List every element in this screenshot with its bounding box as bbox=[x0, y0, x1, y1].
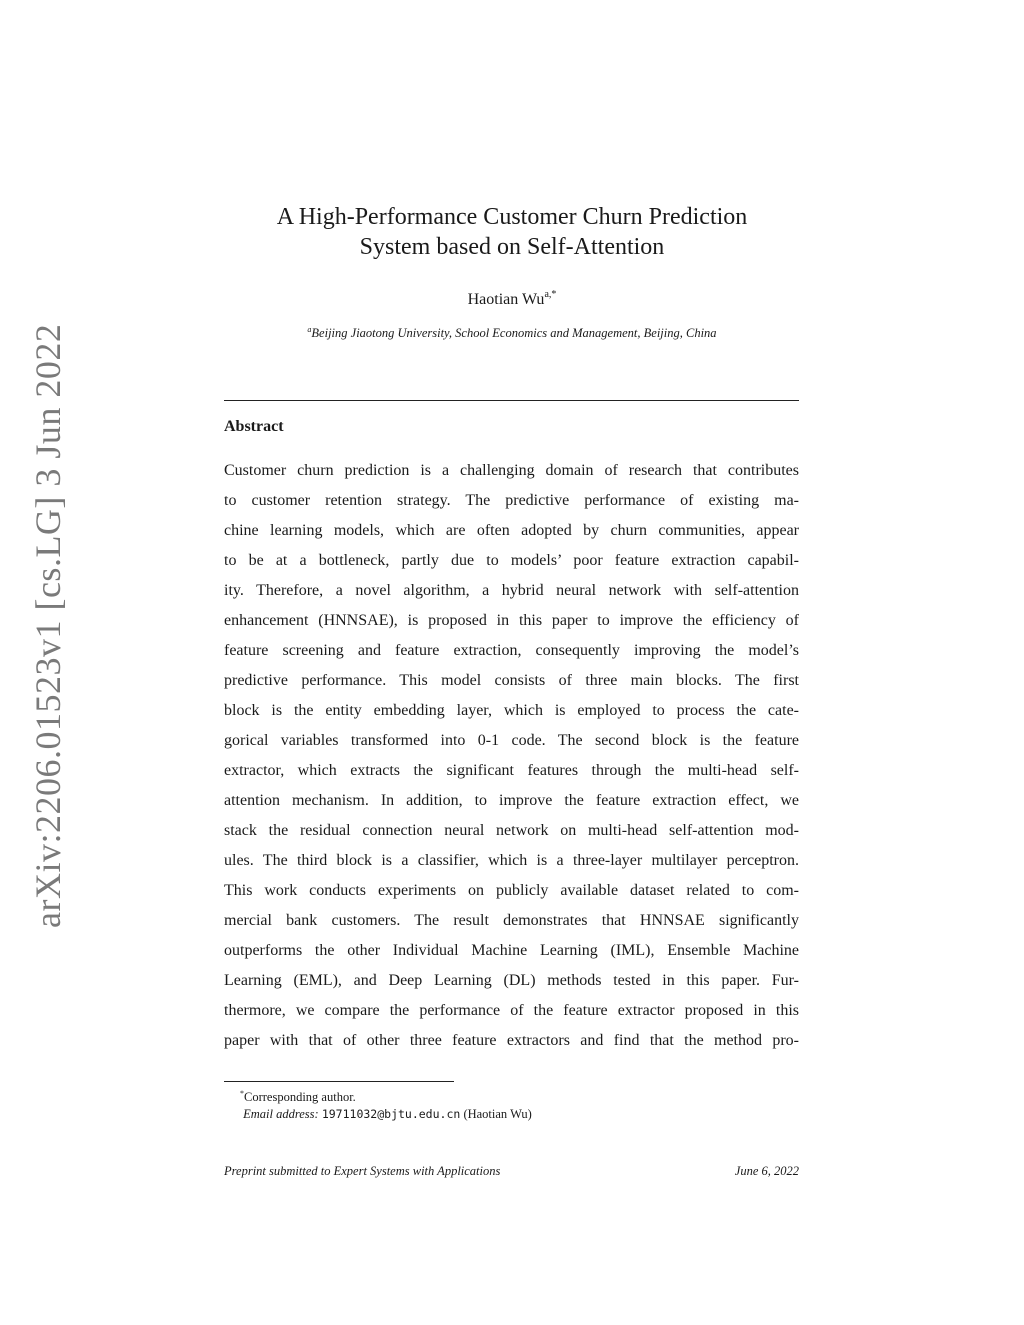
arxiv-stamp bbox=[18, 323, 78, 928]
abstract-line: feature screening and feature extraction, consequently improving the model’s bbox=[224, 642, 799, 659]
footnote-corresponding bbox=[240, 1085, 532, 1106]
email-address[interactable]: 19711032@bjtu.edu.cn bbox=[321, 1107, 461, 1121]
abstract-line: to be at a bottleneck, partly due to models’ poor feature extraction capabil- bbox=[224, 552, 799, 569]
abstract-line: Learning (EML), and Deep Learning (DL) methods tested in this paper. Fur- bbox=[224, 972, 799, 989]
abstract-line: ules. The third block is a classifier, which is a three-layer multilayer perceptron. bbox=[224, 852, 799, 869]
abstract-line: extractor, which extracts the significant features through the multi-head self- bbox=[224, 762, 799, 779]
abstract-top-rule bbox=[224, 400, 799, 401]
abstract-line: Customer churn prediction is a challenging domain of research that contributes bbox=[224, 462, 799, 479]
abstract-line: stack the residual connection neural network on multi-head self-attention mod- bbox=[224, 822, 799, 839]
title-line-1: A High-Performance Customer Churn Prediction bbox=[276, 204, 748, 230]
title-line-2: System based on Self-Attention bbox=[359, 234, 665, 260]
affiliation-mark: a bbox=[307, 325, 312, 334]
abstract-heading: Abstract bbox=[224, 418, 284, 435]
abstract-line: attention mechanism. In addition, to improve the feature extraction effect, we bbox=[224, 792, 799, 809]
abstract-line: outperforms the other Individual Machine Learning (IML), Ensemble Machine bbox=[224, 942, 799, 959]
author-name: Haotian Wu bbox=[467, 291, 545, 308]
preprint-date: June 6, 2022 bbox=[734, 1164, 799, 1178]
abstract-line: thermore, we compare the performance of the feature extractor proposed in this bbox=[224, 1002, 799, 1019]
corresponding-text: Corresponding author. bbox=[244, 1090, 356, 1104]
footnote-mark: * bbox=[240, 1089, 244, 1098]
abstract-line: chine learning models, which are often adopted by churn communities, appear bbox=[224, 522, 799, 539]
paper-title bbox=[180, 202, 844, 262]
abstract-line: ity. Therefore, a novel algorithm, a hybrid neural network with self-attention bbox=[224, 582, 799, 599]
footnote-rule bbox=[224, 1081, 454, 1082]
abstract-line: gorical variables transformed into 0-1 code. The second block is the feature bbox=[224, 732, 799, 749]
abstract-line: to customer retention strategy. The predictive performance of existing ma- bbox=[224, 492, 799, 509]
abstract-line: predictive performance. This model consists of three main blocks. The first bbox=[224, 672, 799, 689]
abstract-line: block is the entity embedding layer, which is employed to process the cate- bbox=[224, 702, 799, 719]
preprint-note: Preprint submitted to Expert Systems with Applications bbox=[224, 1164, 501, 1178]
email-name: (Haotian Wu) bbox=[463, 1107, 532, 1121]
abstract-line: paper with that of other three feature extractors and find that the method pro- bbox=[224, 1032, 799, 1049]
abstract-body bbox=[224, 456, 799, 1056]
abstract-line: enhancement (HNNSAE), is proposed in this paper to improve the efficiency of bbox=[224, 612, 799, 629]
affiliation-text: Beijing Jiaotong University, School Economics and Management, Beijing, China bbox=[311, 326, 717, 340]
author bbox=[180, 289, 844, 309]
author-marks: a,* bbox=[544, 289, 557, 300]
arxiv-identifier: arXiv:2206.01523v1 [cs.LG] 3 Jun 2022 bbox=[28, 323, 68, 928]
email-label: Email address: bbox=[243, 1107, 319, 1121]
abstract-line: mercial bank customers. The result demonstrates that HNNSAE significantly bbox=[224, 912, 799, 929]
footnote-email bbox=[240, 1106, 532, 1123]
abstract-line: This work conducts experiments on publicly available dataset related to com- bbox=[224, 882, 799, 899]
affiliation bbox=[180, 325, 844, 341]
footnote bbox=[240, 1085, 532, 1123]
